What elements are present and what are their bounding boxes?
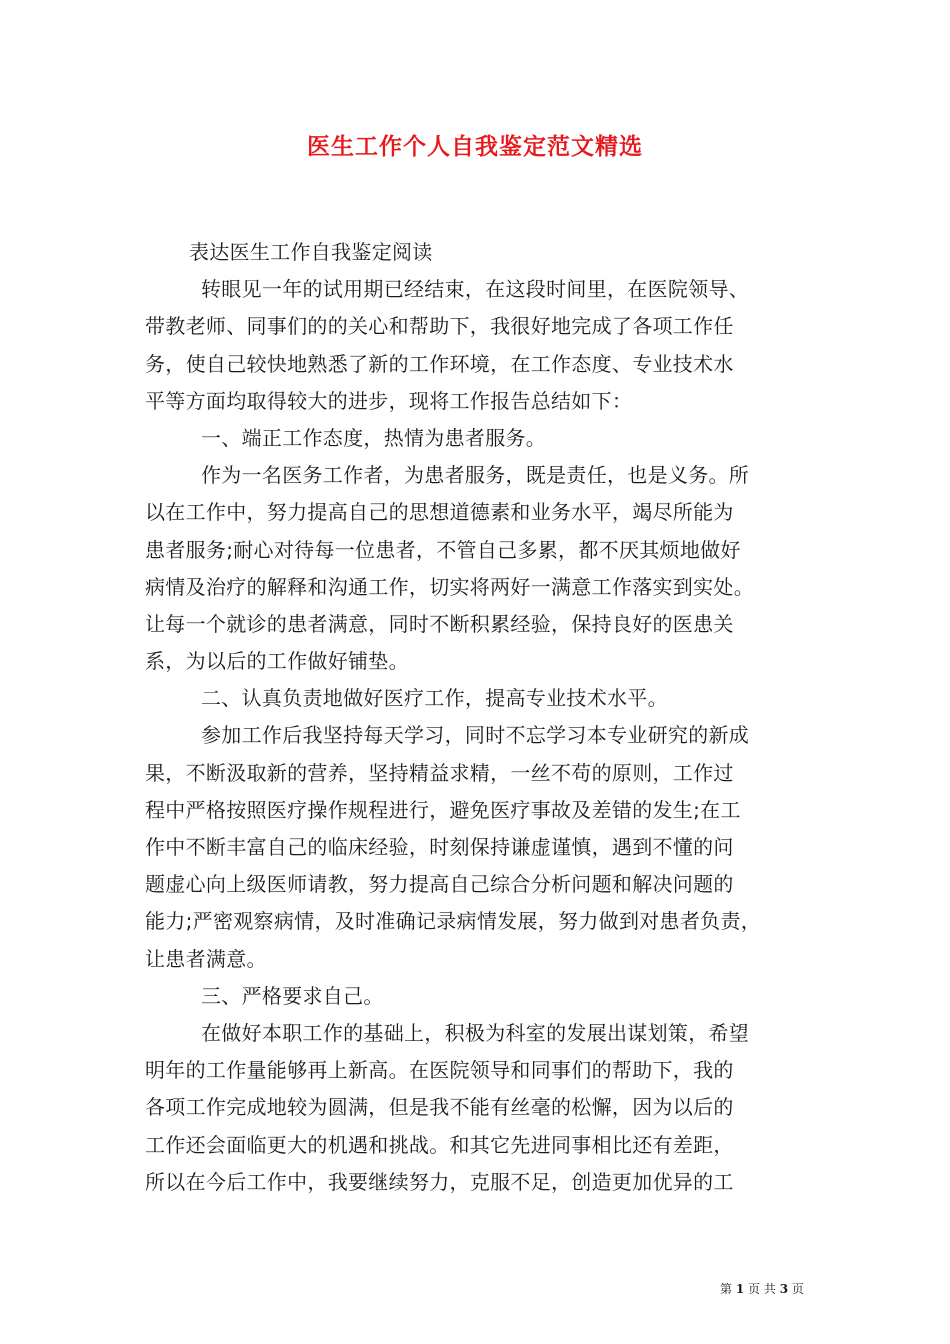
section-heading: 三、严格要求自己。 <box>201 983 384 1008</box>
paragraph-line: 所以在今后工作中，我要继续努力，克服不足，创造更加优异的工 <box>145 1169 734 1194</box>
page-mid: 页 共 <box>748 1282 776 1296</box>
paragraph-line: 各项工作完成地较为圆满，但是我不能有丝毫的松懈，因为以后的 <box>145 1095 734 1120</box>
document-body <box>145 234 815 1201</box>
paragraph-line: 参加工作后我坚持每天学习，同时不忘学习本专业研究的新成 <box>201 723 750 748</box>
paragraph-line: 在做好本职工作的基础上，积极为科室的发展出谋划策，希望 <box>201 1020 750 1045</box>
paragraph-line: 平等方面均取得较大的进步，现将工作报告总结如下： <box>145 388 633 413</box>
paragraph-line: 以在工作中，努力提高自己的思想道德素和业务水平，竭尽所能为 <box>145 500 734 525</box>
paragraph-line: 作为一名医务工作者，为患者服务，既是责任，也是义务。所 <box>201 463 750 488</box>
page-total: 3 <box>779 1282 789 1296</box>
paragraph-line: 程中严格按照医疗操作规程进行，避免医疗事故及差错的发生;在工 <box>145 797 741 822</box>
document-title: 医生工作个人自我鉴定范文精选 <box>307 134 643 160</box>
paragraph-line: 让患者满意。 <box>145 946 267 971</box>
paragraph-line: 题虚心向上级医师请教，努力提高自己综合分析问题和解决问题的 <box>145 872 734 897</box>
paragraph-line: 作中不断丰富自己的临床经验，时刻保持谦虚谨慎，遇到不懂的问 <box>145 835 734 859</box>
paragraph-line: 明年的工作量能够再上新高。在医院领导和同事们的帮助下，我的 <box>145 1058 734 1083</box>
paragraph-line: 果，不断汲取新的营养，坚持精益求精，一丝不苟的原则，工作过 <box>145 760 734 785</box>
paragraph-line: 让每一个就诊的患者满意，同时不断积累经验，保持良好的医患关 <box>145 611 734 636</box>
page-prefix: 第 <box>720 1282 733 1296</box>
paragraph-line: 病情及治疗的解释和沟通工作，切实将两好一满意工作落实到实处。 <box>145 574 754 599</box>
paragraph-line: 患者服务;耐心对待每一位患者，不管自己多累，都不厌其烦地做好 <box>145 537 741 562</box>
intro-line: 表达医生工作自我鉴定阅读 <box>189 240 433 264</box>
paragraph-line: 工作还会面临更大的机遇和挑战。和其它先进同事相比还有差距， <box>145 1132 734 1157</box>
page-number <box>720 1280 804 1297</box>
paragraph-line: 能力;严密观察病情，及时准确记录病情发展，努力做到对患者负责， <box>145 909 762 934</box>
section-heading: 一、端正工作态度，热情为患者服务。 <box>201 425 547 450</box>
page-current: 1 <box>735 1282 745 1296</box>
paragraph-line: 系，为以后的工作做好铺垫。 <box>145 649 409 674</box>
page-suffix: 页 <box>791 1282 804 1296</box>
paragraph-line: 务，使自己较快地熟悉了新的工作环境，在工作态度、专业技术水 <box>145 351 734 376</box>
paragraph-line: 转眼见一年的试用期已经结束，在这段时间里，在医院领导、 <box>201 277 750 302</box>
section-heading: 二、认真负责地做好医疗工作，提高专业技术水平。 <box>201 686 668 711</box>
paragraph-line: 带教老师、同事们的的关心和帮助下，我很好地完成了各项工作任 <box>145 314 734 339</box>
